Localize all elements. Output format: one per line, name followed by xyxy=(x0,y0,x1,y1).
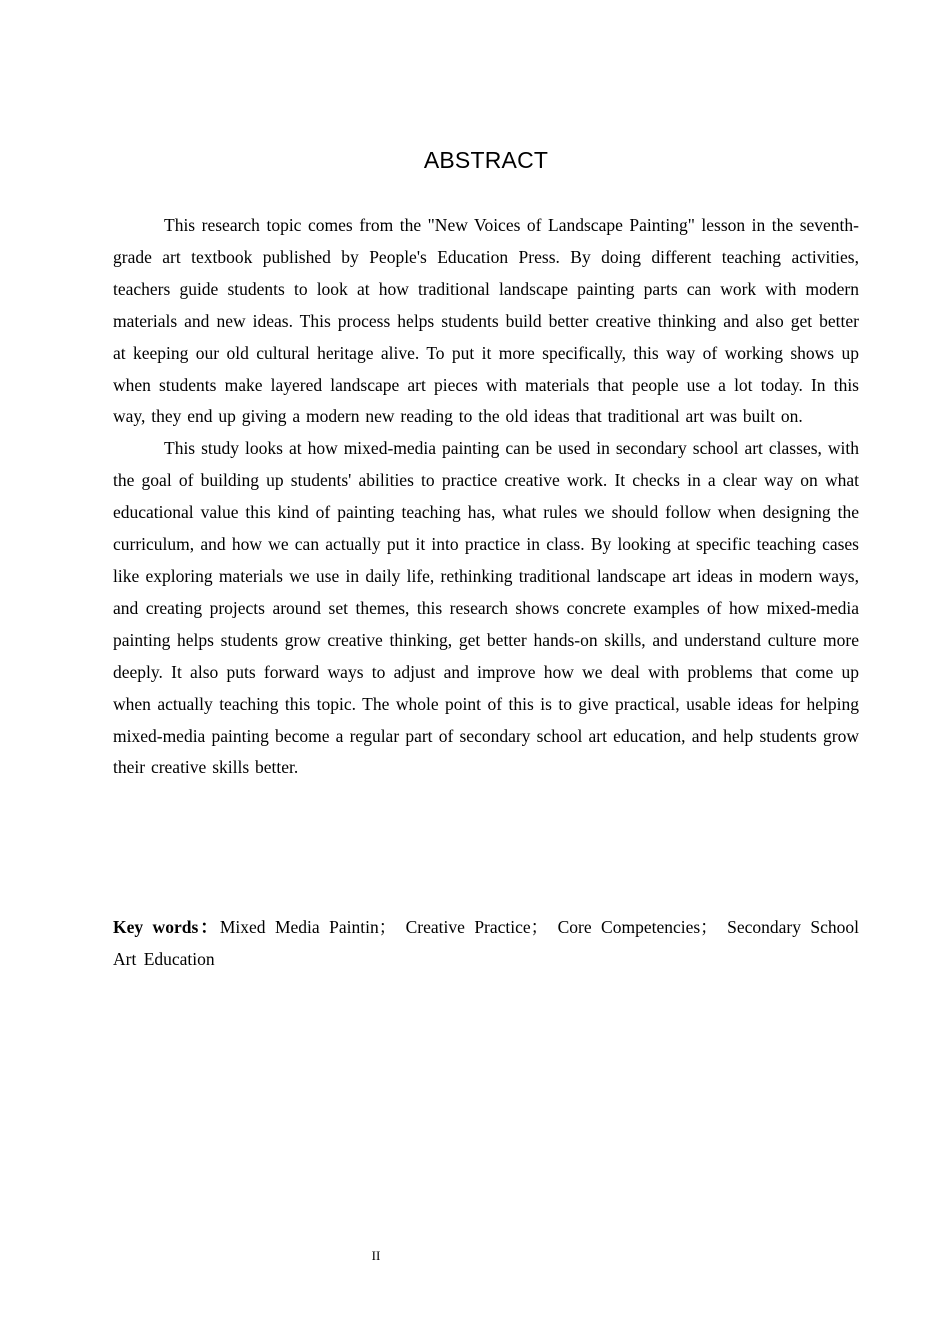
abstract-body xyxy=(113,210,859,784)
abstract-paragraph-2: This study looks at how mixed-media painting can be used in secondary school art classes, with the goal of building up students' abilities to practice creative work. It checks in a clear way on what educational value this kind of painting teaching has, what rules we should follow when designing the curriculum, and how we can actually put it into practice in class. By looking at specific teaching cases like exploring materials we use in daily life, rethinking traditional landscape art ideas in modern ways, and creating projects around set themes, this research shows concrete examples of how mixed-media painting helps students grow creative thinking, get better hands-on skills, and understand culture more deeply. It also puts forward ways to adjust and improve how we deal with problems that come up when actually teaching this topic. The whole point of this is to give practical, usable ideas for helping mixed-media painting become a regular part of secondary school art education, and help students grow their creative skills better. xyxy=(113,438,859,778)
keywords-label: Key words： xyxy=(113,917,220,937)
keywords-text: Mixed Media Paintin； Creative Practice； Core Competencies； Secondary School Art Education xyxy=(113,917,859,969)
abstract-paragraph-1: This research topic comes from the "New Voices of Landscape Painting" lesson in the seventh-grade art textbook published by People's Education Press. By doing different teaching activities, teachers guide students to look at how traditional landscape painting parts can work with modern materials and new ideas. This process helps students build better creative thinking and also get better at keeping our old cultural heritage alive. To put it more specifically, this way of working shows up when students make layered landscape art pieces with materials that people use a lot today. In this way, they end up giving a modern new reading to the old ideas that traditional art was built on. xyxy=(113,215,859,427)
abstract-title: ABSTRACT xyxy=(423,147,549,173)
page-number: II xyxy=(371,1248,381,1263)
keywords-section xyxy=(113,912,859,976)
